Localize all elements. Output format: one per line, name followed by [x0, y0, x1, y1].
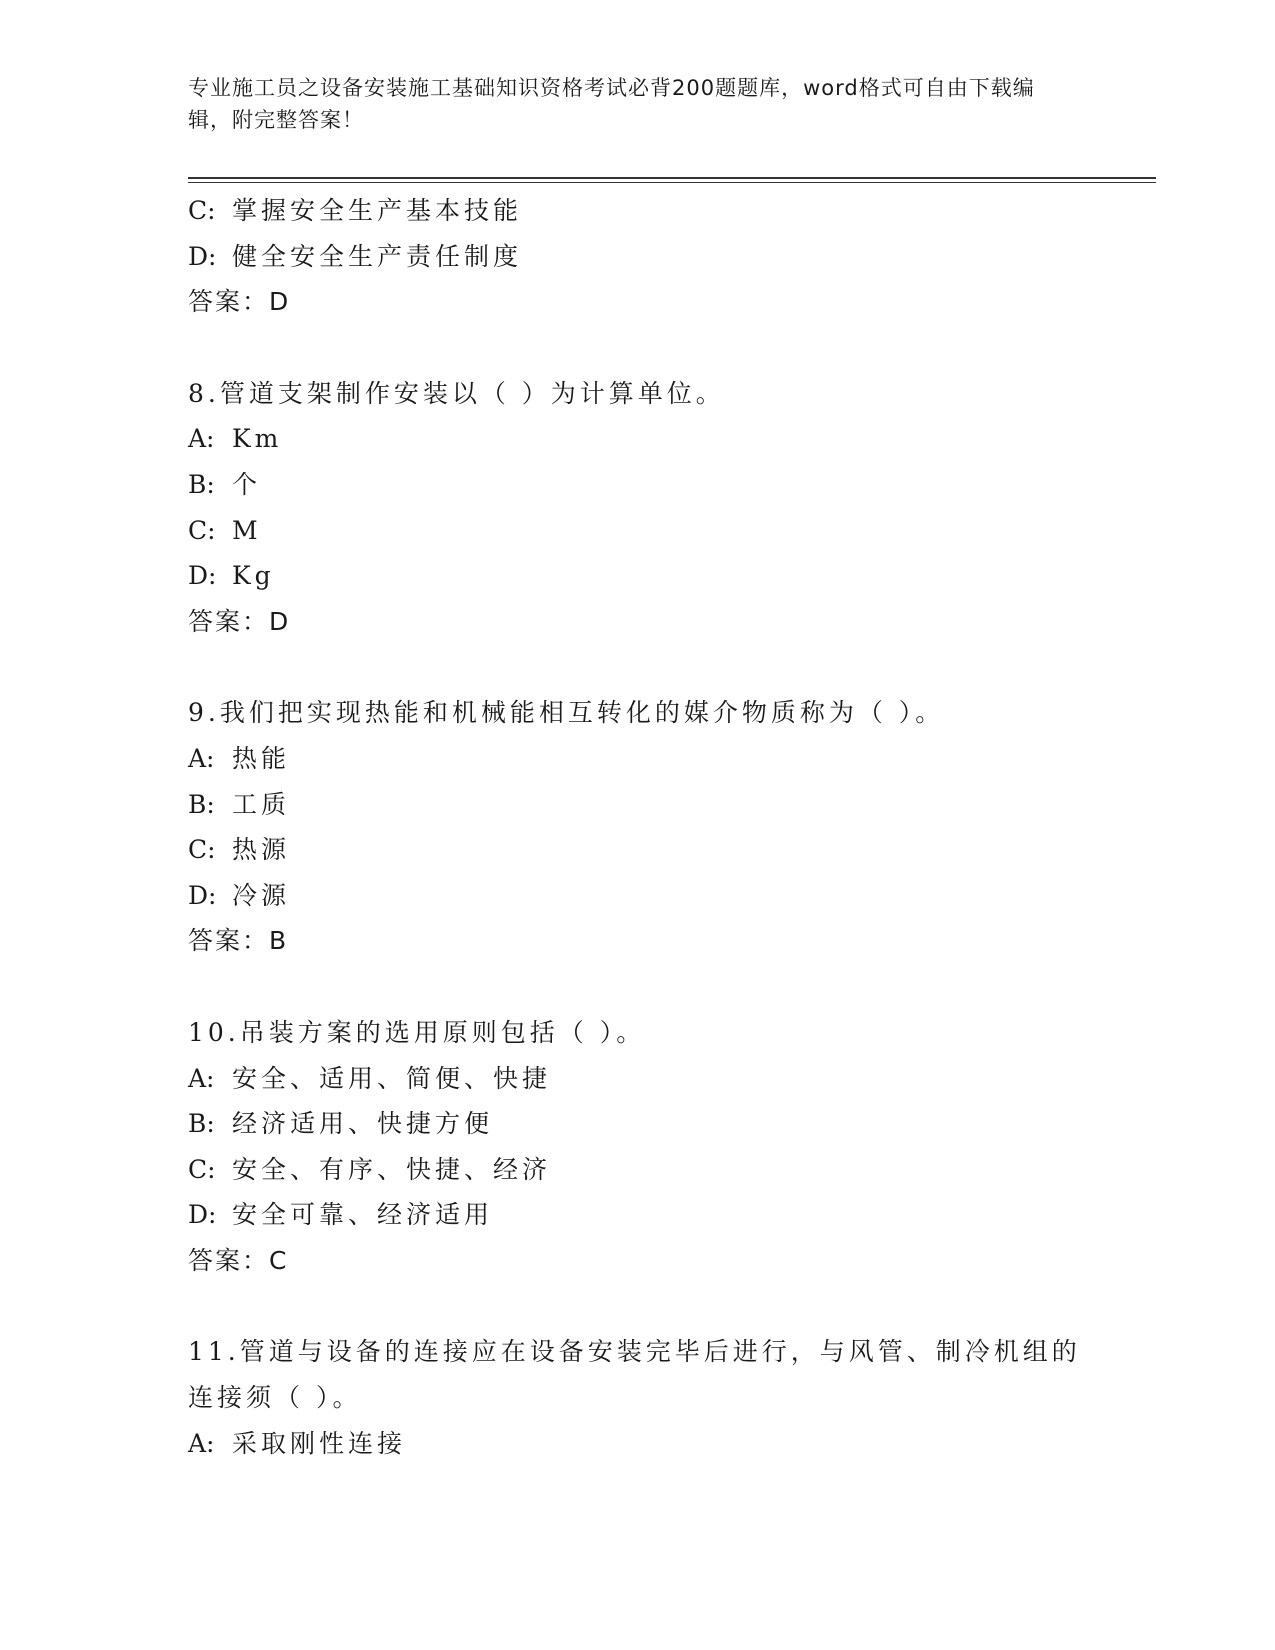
option-c: C: 安全、有序、快捷、经济	[188, 1154, 552, 1184]
answer: 答案：C	[188, 1245, 289, 1275]
option-b: B: 经济适用、快捷方便	[188, 1109, 494, 1139]
question-stem-line-1: 11.管道与设备的连接应在设备安装完毕后进行，与风管、制冷机组的	[188, 1337, 1081, 1367]
question-9	[188, 690, 1148, 964]
header-title: 专业施工员之设备安装施工基础知识资格考试必背200题题库，word格式可自由下载编辑，附完整答案！	[188, 76, 1035, 132]
option-d: D: 冷源	[188, 880, 291, 910]
option-a: A: Km	[188, 424, 283, 454]
question-stem: 8.管道支架制作安装以（ ）为计算单位。	[188, 378, 725, 408]
question-stem-line-2: 连接须（ ）。	[188, 1383, 362, 1413]
option-a: A: 采取刚性连接	[188, 1428, 407, 1458]
option-b: B: 个	[188, 469, 262, 499]
answer: 答案：D	[188, 287, 291, 317]
answer: 答案：B	[188, 926, 289, 956]
option-d: D: 安全可靠、经济适用	[188, 1200, 494, 1230]
option-a: A: 安全、适用、简便、快捷	[188, 1063, 552, 1093]
question-stem: 10.吊装方案的选用原则包括（ ）。	[188, 1017, 646, 1047]
question-stem: 9.我们把实现热能和机械能相互转化的媒介物质称为（ ）。	[188, 698, 945, 728]
option-d: D: Kg	[188, 561, 275, 591]
option-a: A: 热能	[188, 743, 291, 773]
option-d: D: 健全安全生产责任制度	[188, 241, 523, 271]
option-c: C: M	[188, 515, 262, 545]
question-11	[188, 1329, 1148, 1466]
header-rule-thin	[188, 182, 1156, 183]
answer: 答案：D	[188, 606, 291, 636]
option-c: C: 掌握安全生产基本技能	[188, 196, 523, 225]
question-8	[188, 371, 1148, 645]
option-c: C: 热源	[188, 835, 291, 865]
header-rule-thick	[188, 177, 1156, 179]
question-7-partial	[188, 188, 1148, 325]
question-10	[188, 1010, 1148, 1284]
option-b: B: 工质	[188, 789, 291, 819]
document-header	[188, 72, 1078, 136]
document-body	[188, 188, 1148, 1466]
